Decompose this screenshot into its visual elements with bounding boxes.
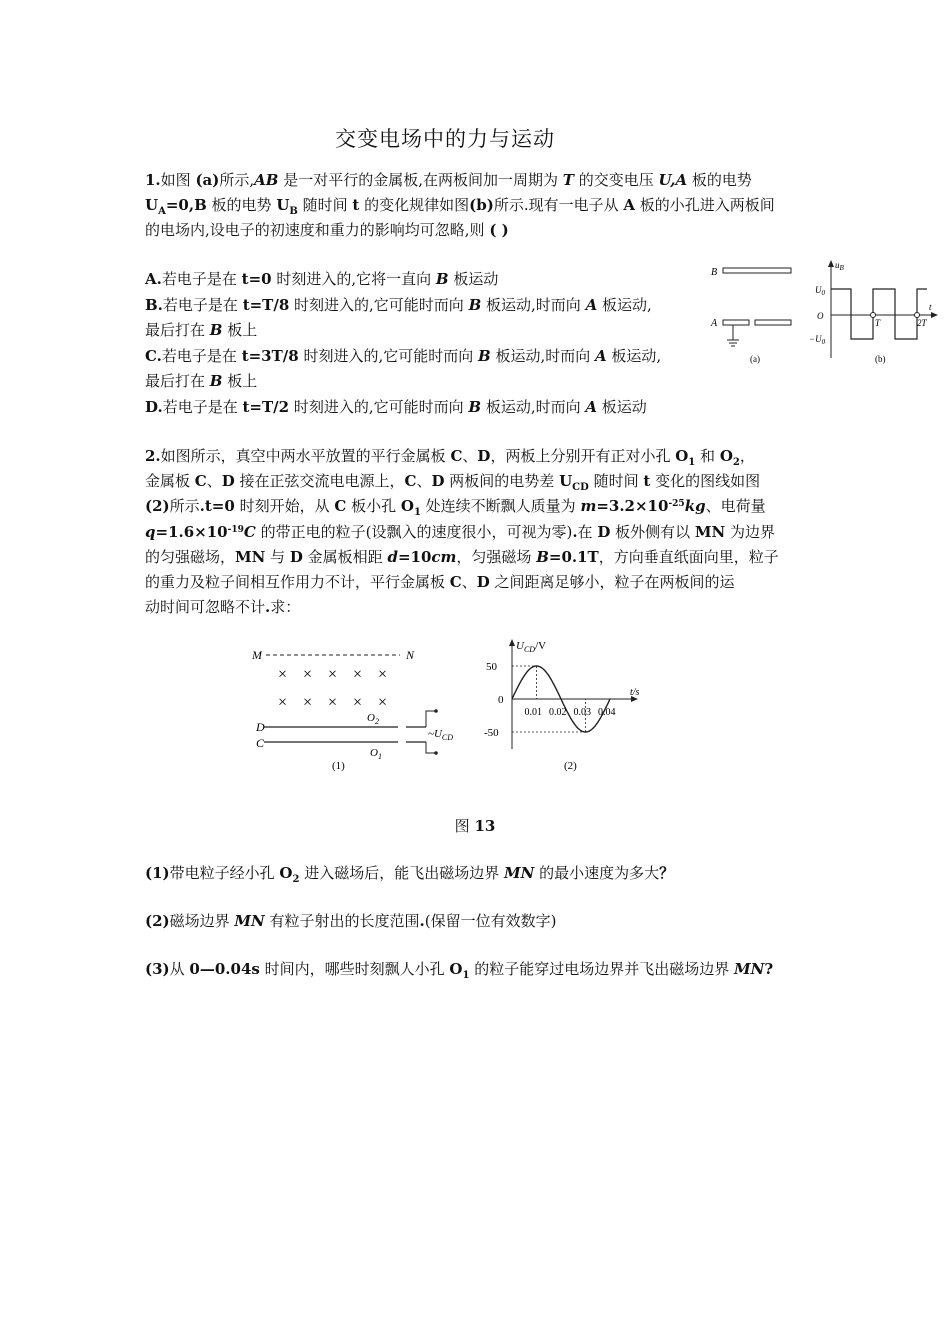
field-cross: ×	[353, 694, 363, 711]
label-neg-u0: $-U_0$	[809, 334, 826, 346]
option-a: A.若电子是在 t=0 时刻进入的,它将一直向 B 板运动	[145, 270, 499, 288]
figure-caption: 图 13	[454, 817, 496, 835]
option-b: B.若电子是在 t=T/8 时刻进入的,它可能时而向 B 板运动,时而向 A 板运动, 最后打在 B 板上	[145, 295, 652, 339]
marker-t	[871, 313, 876, 318]
y-tick-label: -50	[484, 727, 499, 739]
field-cross: ×	[328, 666, 338, 683]
option-d: D.若电子是在 t=T/2 时刻进入的,它可能时而向 B 板运动,时而向 A 板运动	[145, 397, 647, 416]
page-title: 交变电场中的力与运动	[335, 127, 555, 151]
caption-a: (a)	[750, 354, 760, 364]
x-tick-label: 0.01	[524, 707, 542, 718]
caption-2: (2)	[564, 760, 577, 772]
question-1-text: 1.如图 (a)所示,AB 是一对平行的金属板,在两板间加一周期为 T 的交变电压 U,A 板的电势 $U_A=0,B$ 板的电势 $U_B$ 随时间 t 的变化规律如图(b)所示.现有一电子从 A 板的小孔进入两板间 的电场内,设电子的初速度和重力的影响均可忽略,则 ( )	[145, 171, 775, 239]
figure-13	[250, 635, 670, 775]
label-T: T	[875, 318, 881, 328]
sub-question-2: (2)磁场边界 MN 有粒子射出的长度范围.(保留一位有效数字)	[145, 912, 557, 930]
option-c: C.若电子是在 t=3T/8 时刻进入的,它可能时而向 B 板运动,时而向 A 板运动, 最后打在 B 板上	[145, 346, 662, 390]
label-u0: $U_0$	[815, 285, 825, 297]
x-tick-label: 0.03	[573, 707, 591, 718]
x-tick-label: 0.04	[598, 707, 616, 718]
field-cross: ×	[278, 666, 288, 683]
x-axis-label: t/s	[630, 687, 640, 698]
label-ucd-source: $\sim U_{CD}$	[428, 728, 454, 742]
label-d: D	[256, 720, 265, 734]
plate-b	[723, 268, 791, 273]
y-axis-label: $U_{CD}/V$	[516, 640, 547, 654]
question-1-options	[145, 267, 705, 420]
axis-ub-arrow	[828, 260, 834, 267]
sub-question-3: (3)从 0—0.04s 时间内，哪些时刻飘人小孔 $O_1$ 的粒子能穿过电场边界并飞出磁场边界 MN?	[145, 960, 774, 981]
y-tick-label: 50	[486, 661, 497, 673]
label-o2: $O_2$	[367, 712, 379, 726]
field-cross: ×	[303, 694, 313, 711]
caption-1: (1)	[332, 760, 345, 772]
label-ub: $u_B$	[835, 260, 844, 272]
wire-bottom	[426, 742, 436, 753]
plate-a-left	[723, 320, 749, 325]
label-c: C	[256, 736, 265, 750]
field-cross: ×	[378, 666, 388, 683]
question-2-text: 2.如图所示，真空中两水平放置的平行金属板 C、D，两板上分别开有正对小孔 $O_1$ 和 $O_2$， 金属板 C、D 接在正弦交流电电源上，C、D 两板间的电势差 $U_{CD}$ 随时间 t 变化的图线如图 (2)所示.t=0 时刻开始，从 C 板小孔 $O_1$ 处连续不断飘人质量为 $m=3.2\times 10^{-25}kg$、电荷量 $q=1.6\times 10^{-19}C$ 的带正电的粒子(设飘入的速度很小，可视为零).在 D 板外侧有以 MN 为边界 的匀强磁场，MN 与 D 金属板相距 d=10cm，匀强磁场 B=0.1T，方向垂直纸面向里，粒子 的重力及粒子间相互作用力不计，平行金属板 C、D 之间距离足够小，粒子在两板间的运 动时间可忽略不计.求：	[145, 447, 779, 617]
label-t: t	[929, 302, 932, 312]
marker-2t	[915, 313, 920, 318]
square-wave	[831, 289, 927, 339]
label-m: M	[252, 648, 262, 662]
field-cross: ×	[278, 694, 288, 711]
label-a: A	[711, 318, 718, 329]
figure-plates-and-voltage	[705, 258, 940, 366]
field-cross: ×	[378, 694, 388, 711]
caption-b: (b)	[875, 354, 886, 364]
label-b: B	[711, 267, 718, 278]
y-axis-arrow	[509, 639, 515, 646]
field-cross: ×	[328, 694, 338, 711]
label-o1: $O_1$	[370, 747, 382, 761]
label-n: N	[406, 648, 415, 662]
label-o: O	[817, 311, 824, 321]
label-2T: 2T	[917, 318, 927, 328]
field-cross: ×	[303, 666, 313, 683]
ucd-sine-chart	[484, 639, 640, 772]
plate-a-right	[755, 320, 791, 325]
magnetic-field-crosses	[278, 666, 387, 711]
wire-top	[426, 711, 436, 727]
x-tick-label: 0.02	[549, 707, 567, 718]
sub-question-1: (1)带电粒子经小孔 $O_2$ 进入磁场后，能飞出磁场边界 MN 的最小速度为多大？	[145, 864, 675, 885]
y-tick-label: 0	[498, 694, 504, 706]
field-cross: ×	[353, 666, 363, 683]
